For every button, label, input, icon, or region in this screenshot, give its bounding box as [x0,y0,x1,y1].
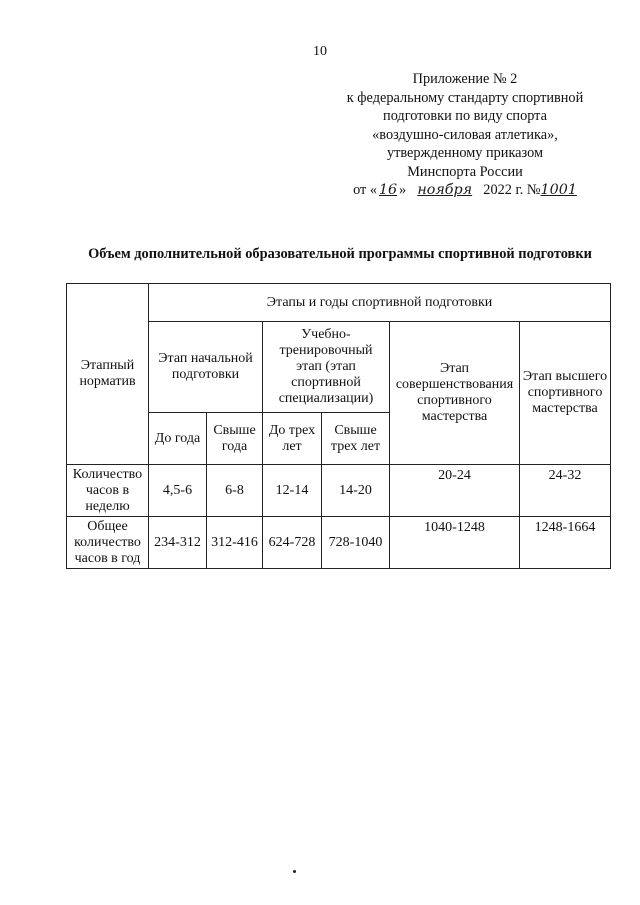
table-row [67,517,611,569]
annex-line: утвержденному приказом [386,145,544,161]
value-cell: 1040-1248 [390,517,520,569]
annex-line: «воздушно-силовая атлетика», [372,126,558,143]
date-prefix: от « [353,182,377,198]
document-title: Объем дополнительной образовательной программы спортивной подготовки [88,246,592,262]
subheader-cell: До года [149,413,207,465]
value-cell: 12-14 [263,465,322,517]
subheader-cell: Свыше трех лет [322,413,390,465]
value-cell: 20-24 [390,465,520,517]
stage-header-row [67,322,611,413]
row-header-cell: Этапный норматив [67,284,149,465]
value-cell: 234-312 [149,517,207,569]
handwritten-order-number: 1001 [540,182,577,198]
value-cell: 728-1040 [322,517,390,569]
subheader-cell: До трех лет [263,413,322,465]
date-separator: » [399,182,410,198]
value-cell: 4,5-6 [149,465,207,517]
row-label-cell: Количество часов в неделю [67,465,149,517]
row-label-cell: Общее количество часов в год [67,517,149,569]
annex-line: подготовки по виду спорта [383,108,547,124]
table-header-row [67,284,611,322]
stage-header-cell: Этап высшего спортивного мастерства [520,322,611,465]
stage-header-cell: Этап совершенствования спортивного мастерства [390,322,520,465]
value-cell: 14-20 [322,465,390,517]
handwritten-day: 16 [378,182,398,198]
value-cell: 6-8 [207,465,263,517]
page-mark [293,870,296,873]
annex-header [330,70,600,200]
value-cell: 24-32 [520,465,611,517]
handwritten-month: ноября [417,182,473,198]
subheader-cell: Свыше года [207,413,263,465]
value-cell: 312-416 [207,517,263,569]
annex-date-line [330,181,600,200]
volume-table [66,283,611,569]
value-cell: 1248-1664 [520,517,611,569]
annex-line: Минспорта России [407,163,523,180]
stage-header-cell: Этап начальной подготовки [149,322,263,413]
value-cell: 624-728 [263,517,322,569]
group-header-cell: Этапы и годы спортивной подготовки [149,284,611,322]
table-row [67,465,611,517]
annex-line: к федеральному стандарту спортивной [346,89,584,106]
annex-title: Приложение № 2 [412,71,518,87]
stage-header-cell: Учебно-тренировочный этап (этап спортивной специализации) [263,322,390,413]
date-suffix: 2022 г. № [479,182,541,198]
page-number: 10 [313,44,327,59]
